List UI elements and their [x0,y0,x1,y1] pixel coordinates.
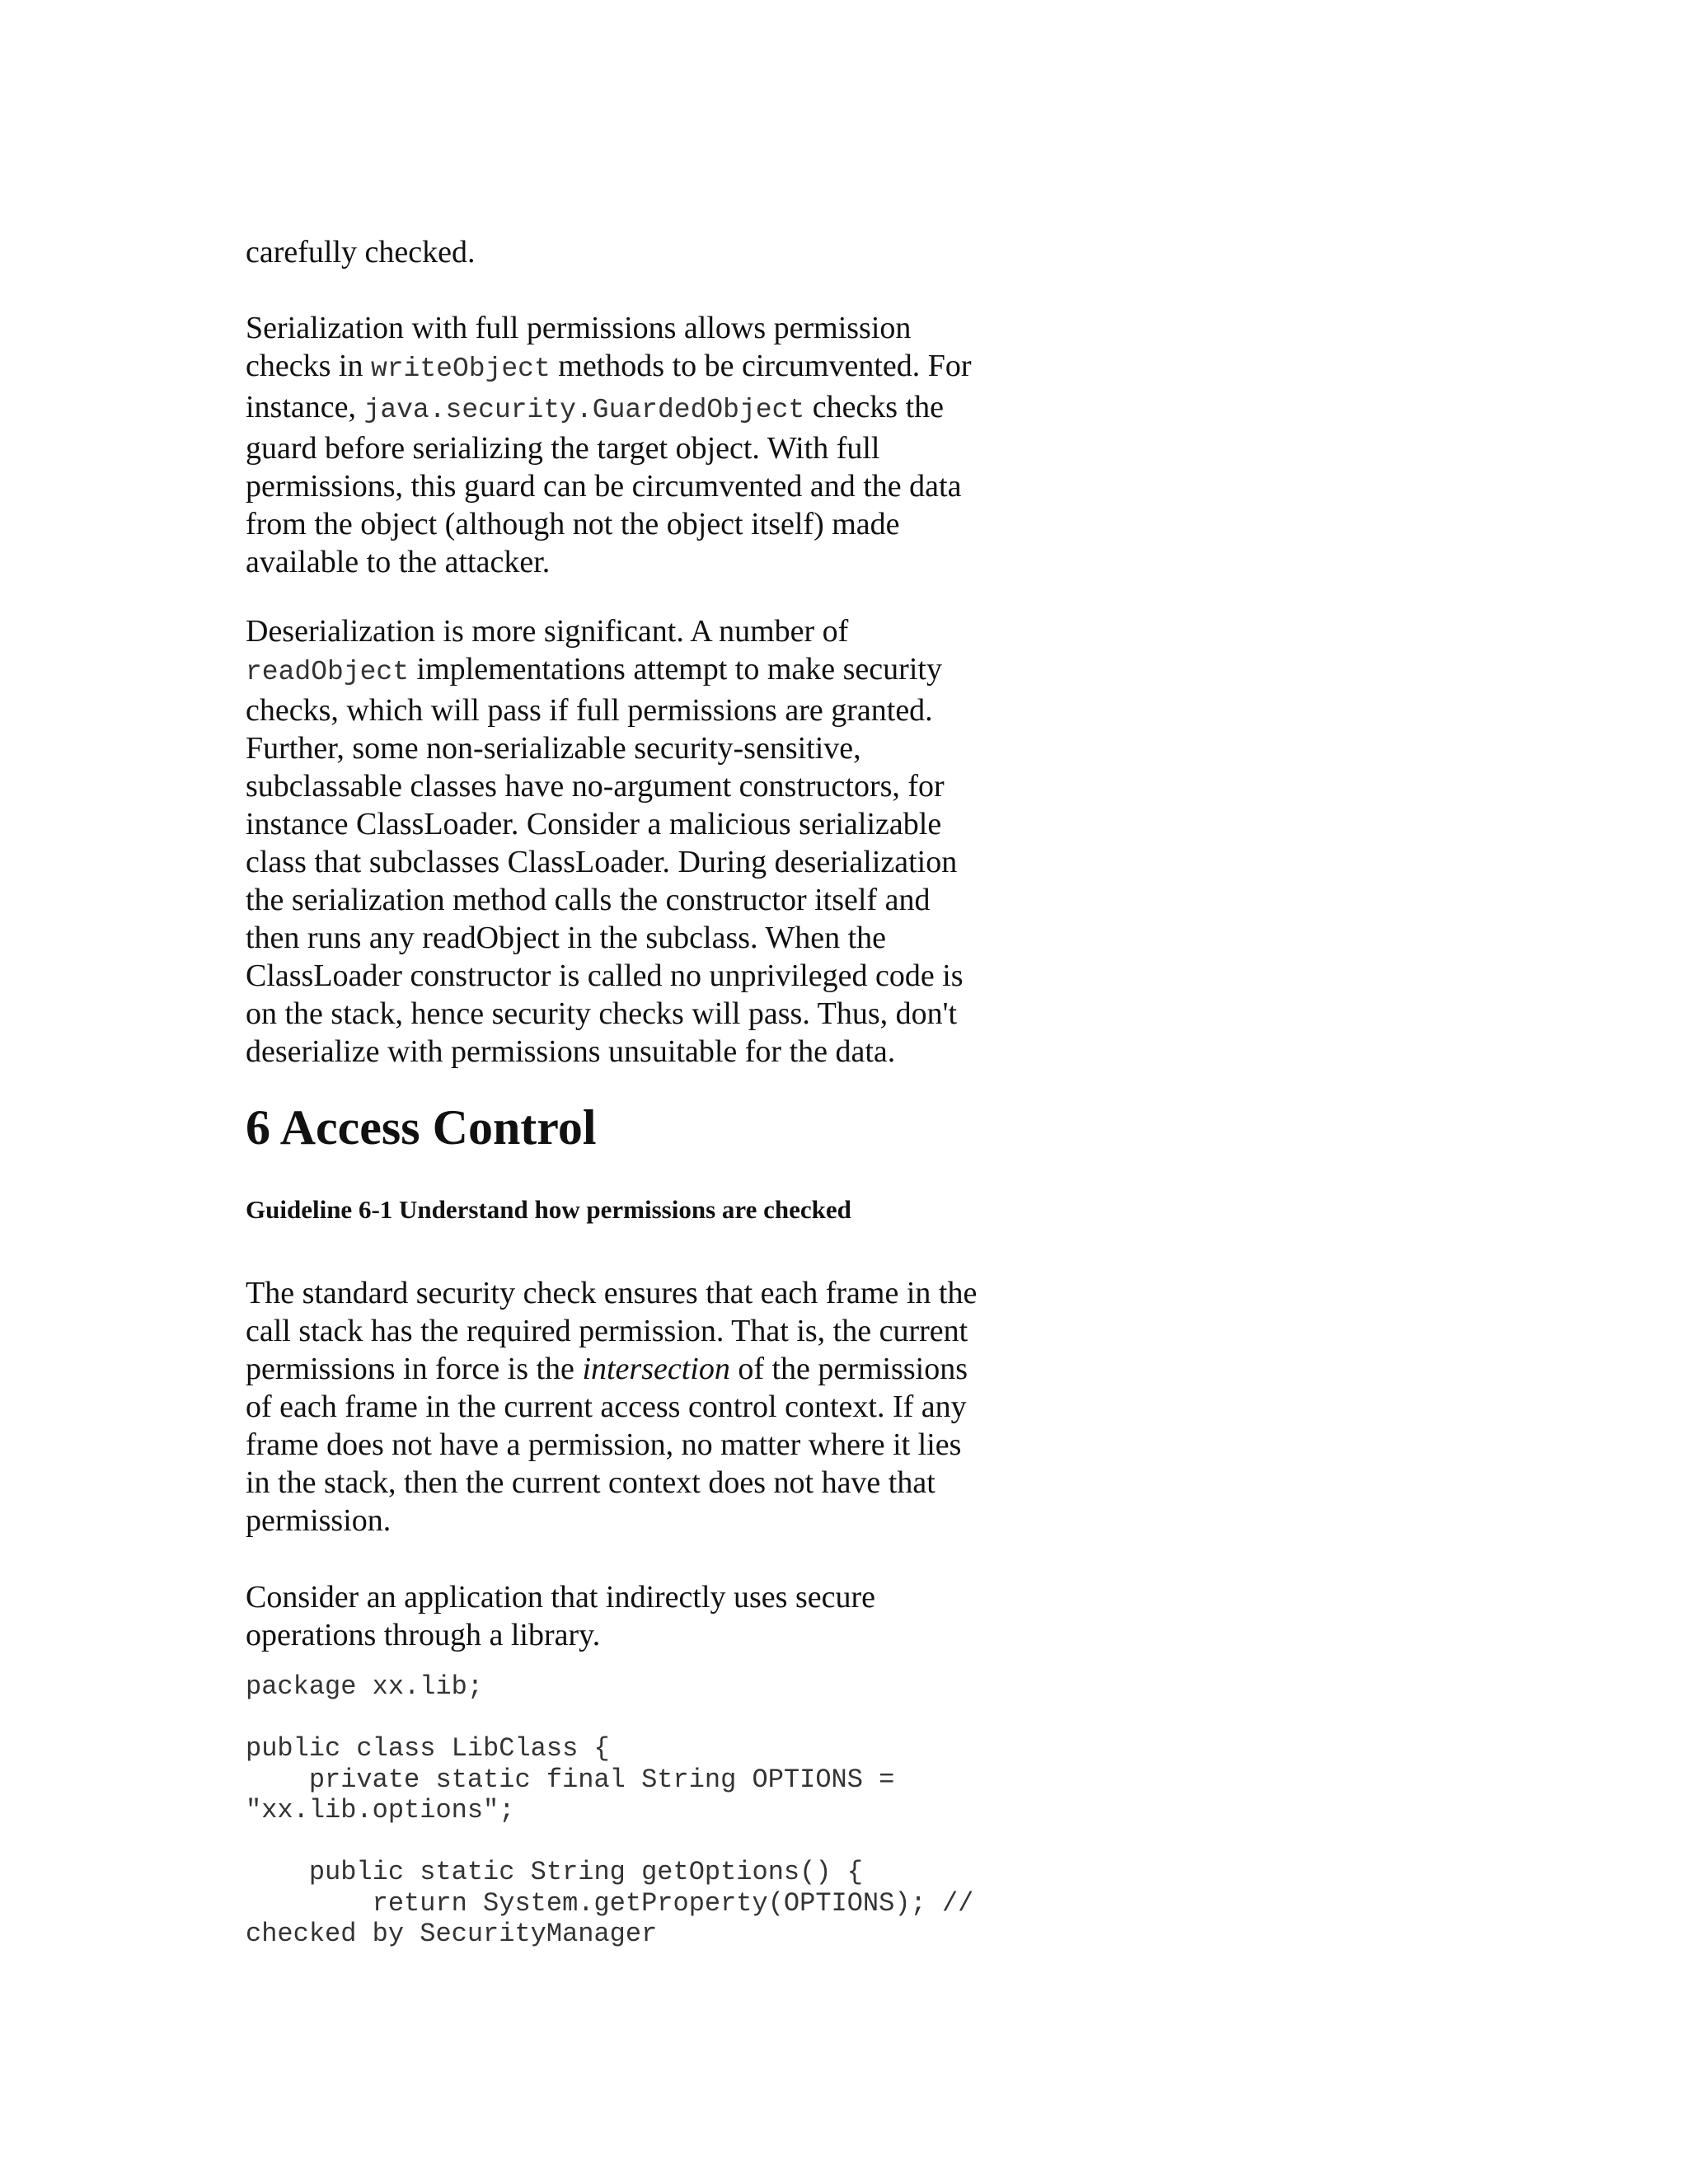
inline-code-writeobject: writeObject [370,354,551,384]
paragraph-carefully-checked: carefully checked. [246,235,476,269]
paragraph-text: implementations attempt to make security checks, which will pass if full permissions are granted. Further, some non-serializable security-sensitive, subclassable classes have no-argument constructors, for instance ClassLoader. Consider a malicious serializable class that subclasses ClassLoader. During deserialization the serialization method calls the constructor itself and then runs any readObject in the subclass. When the ClassLoader constructor is called no unprivileged code is on the stack, hence security checks will pass. Thus, don't deserialize with permissions unsuitable for the data. [246,652,964,1069]
paragraph-text: Serialization with full permissions allows permission checks in [246,311,912,383]
paragraph-text: of the permissions of each frame in the current access control context. If any frame does not have a permission, no matter where it lies in the stack, then the current context does not have that permission. [246,1352,968,1538]
paragraph-text: Deserialization is more significant. A number of [246,614,849,649]
inline-code-readobject: readObject [246,657,410,687]
code-listing: package xx.lib; public class LibClass { private static final String OPTIONS = "xx.lib.options"; public static String getOptions() { return System.getProperty(OPTIONS); // checked by SecurityManager [246,1671,974,1949]
section-heading: 6 Access Control [246,1100,597,1155]
paragraph-text: checks the guard before serializing the target object. With full permissions, this guard can be circumvented and the data from the object (although not the object itself) made available to the attacker. [246,390,962,579]
inline-code-guardedobject: java.security.GuardedObject [363,395,805,425]
paragraph-standard-security-check [246,1274,1037,1540]
paragraph-text: The standard security check ensures that each frame in the call stack has the required permission. That is, the current permissions in force is the [246,1276,978,1386]
paragraph-deserialization [246,612,1037,1071]
emphasis-intersection: intersection [582,1352,730,1386]
paragraph-serialization [246,309,1037,581]
paragraph-consider-application: Consider an application that indirectly uses secure operations through a library. [246,1580,875,1652]
guideline-heading: Guideline 6-1 Understand how permissions are checked [246,1195,851,1224]
paragraph-text: methods to be circumvented. For instance, [246,349,972,424]
